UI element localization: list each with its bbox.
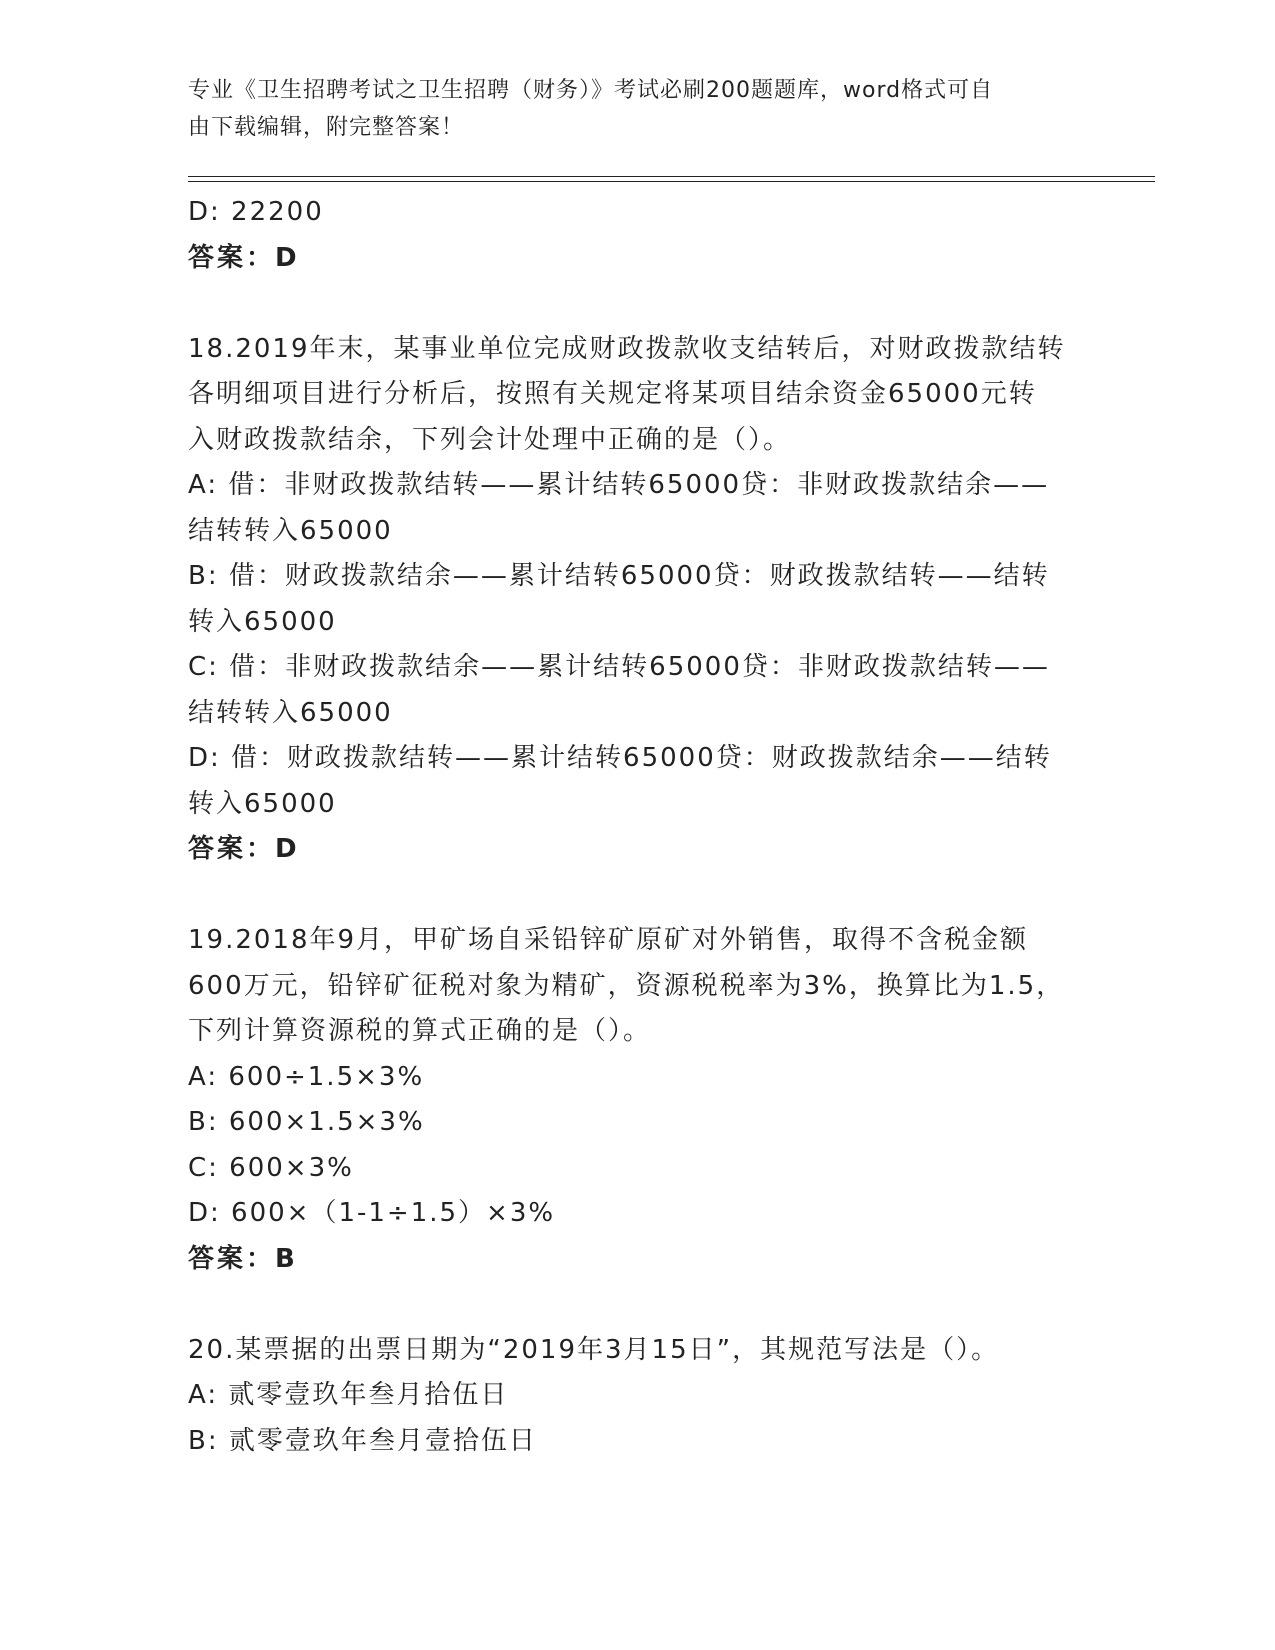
question-stem-line: 600万元，铅锌矿征税对象为精矿，资源税税率为3%，换算比为1.5， [188, 970, 1065, 1001]
option-a: A: 借：非财政拨款结转——累计结转65000贷：非财政拨款结余—— [188, 470, 1050, 500]
question-stem-line: 19.2018年9月，甲矿场自采铅锌矿原矿对外销售，取得不含税金额 [188, 925, 1029, 955]
option-d-cont: 转入65000 [188, 788, 337, 819]
spacer [188, 281, 1088, 327]
option-a: A: 贰零壹玖年叁月拾伍日 [188, 1380, 509, 1410]
answer-label: 答案： [188, 242, 276, 273]
option-c: C: 600×3% [188, 1152, 354, 1183]
question-stem-line: 入财政拨款结余，下列会计处理中正确的是（）。 [188, 424, 792, 455]
question-stem-line: 18.2019年末，某事业单位完成财政拨款收支结转后，对财政拨款结转 [188, 333, 1066, 364]
option-b: B: 贰零壹玖年叁月壹拾伍日 [188, 1425, 537, 1456]
page-header [188, 72, 1068, 146]
answer-label: 答案： [188, 1243, 276, 1274]
prev-option-d: D: 22200 [188, 197, 324, 227]
question-20 [188, 1328, 1088, 1465]
header-rule-bottom [188, 181, 1155, 182]
option-d: D: 600×（1-1÷1.5）×3% [188, 1198, 556, 1228]
answer-label: 答案： [188, 834, 276, 864]
option-b-cont: 转入65000 [188, 606, 337, 637]
question-18-answer [188, 827, 1088, 873]
option-c-cont: 结转转入65000 [188, 697, 393, 728]
header-line-1: 专业《卫生招聘考试之卫生招聘（财务）》考试必刷200题题库，word格式可自 [188, 78, 994, 103]
spacer [188, 1282, 1088, 1328]
option-b: B: 600×1.5×3% [188, 1107, 425, 1137]
option-c: C: 借：非财政拨款结余——累计结转65000贷：非财政拨款结转—— [188, 652, 1050, 682]
answer-value: B [275, 1243, 298, 1274]
document-body [188, 190, 1088, 1464]
spacer [188, 873, 1088, 919]
question-18 [188, 327, 1088, 873]
option-a-cont: 结转转入65000 [188, 515, 393, 546]
option-b: B: 借：财政拨款结余——累计结转65000贷：财政拨款结转——结转 [188, 561, 1050, 591]
prev-answer [188, 236, 1088, 282]
question-stem-line: 20.某票据的出票日期为“2019年3月15日”，其规范写法是（）。 [188, 1334, 1000, 1365]
answer-value: D [275, 242, 300, 273]
question-19-answer [188, 1237, 1088, 1283]
header-line-2: 由下载编辑，附完整答案！ [188, 115, 465, 140]
answer-value: D [275, 834, 300, 864]
question-stem-line: 下列计算资源税的算式正确的是（）。 [188, 1016, 652, 1046]
option-d: D: 借：财政拨款结转——累计结转65000贷：财政拨款结余——结转 [188, 743, 1052, 773]
option-a: A: 600÷1.5×3% [188, 1061, 425, 1092]
question-19 [188, 918, 1088, 1282]
header-rule-top [188, 176, 1155, 177]
question-stem-line: 各明细项目进行分析后，按照有关规定将某项目结余资金65000元转 [188, 379, 1037, 409]
